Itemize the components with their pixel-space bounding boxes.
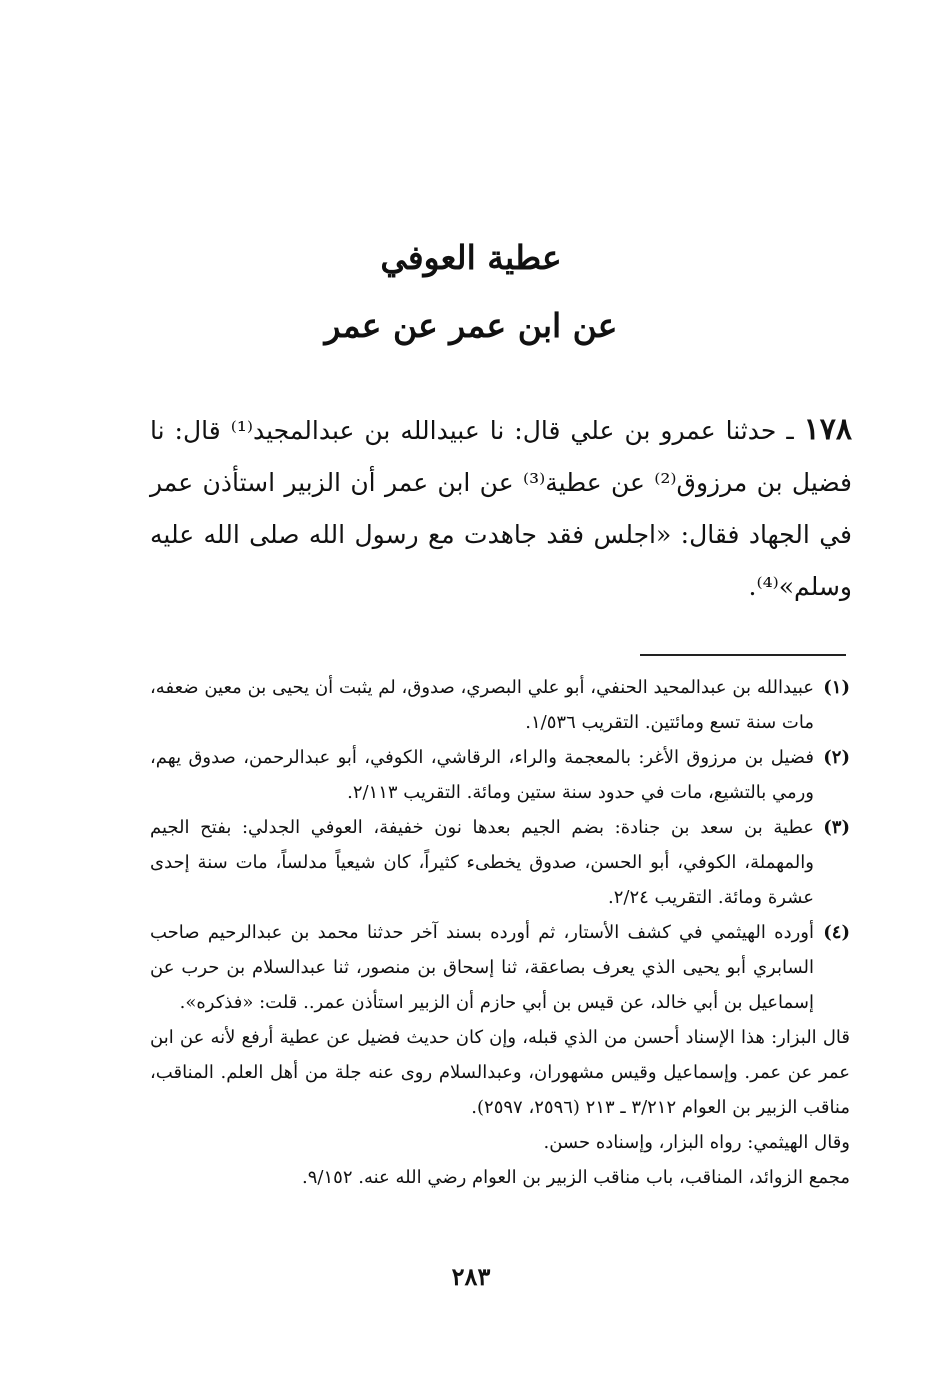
- footnote-1: [150, 670, 850, 740]
- hadith-number: ١٧٨: [803, 412, 852, 447]
- footnote-text: عبيدالله بن عبدالمحيد الحنفي، أبو علي البصري، صدوق، لم يثبت أن يحيى بن معين ضعفه، مات سنة تسع ومائتين. التقريب ١/٥٣٦.: [150, 677, 814, 733]
- footnote-number: (٢): [823, 747, 850, 768]
- footnote-number: (٣): [823, 817, 850, 838]
- footnote-text: فضيل بن مرزوق الأغر: بالمعجمة والراء، الرقاشي، الكوفي، أبو عبدالرحمن، صدوق يهم، ورمي بالتشيع، مات في حدود سنة ستين ومائة. التقريب ٢/١١٣.: [150, 747, 814, 803]
- hadith-paragraph: [150, 404, 852, 613]
- hadith-dash: ـ: [776, 416, 804, 445]
- footnote-2: [150, 740, 850, 810]
- footnote-continuation-majma: مجمع الزوائد، المناقب، باب مناقب الزبير بن العوام رضي الله عنه. ٩/١٥٢.: [302, 1167, 850, 1188]
- footnote-3: [150, 810, 850, 915]
- footnote-4: [150, 915, 850, 1020]
- hadith-text: حدثنا عمرو بن علي قال: نا عبيدالله بن عبدالمجيد⁽¹⁾ قال: نا فضيل بن مرزوق⁽²⁾ عن عطية⁽³⁾ عن ابن عمر أن الزبير استأذن عمر في الجهاد فقال: «اجلس فقد جاهدت مع رسول الله صلى الله عليه وسلم»⁽⁴⁾.: [150, 416, 853, 601]
- chapter-subtitle: عن ابن عمر عن عمر: [324, 306, 618, 345]
- page-number: ٢٨٣: [451, 1262, 491, 1291]
- footnote-number: (٤): [823, 922, 850, 943]
- footnote-text: عطية بن سعد بن جنادة: بضم الجيم بعدها نون خفيفة، العوفي الجدلي: بفتح الجيم والمهملة، الكوفي، أبو الحسن، صدوق يخطىء كثيراً، كان شيعياً مدلساً، مات سنة إحدى عشرة ومائة. التقريب ٢/٢٤.: [150, 817, 814, 908]
- footnotes-section: [150, 670, 850, 1195]
- footnote-continuation-bazzar: قال البزار: هذا الإسناد أحسن من الذي قبله، وإن كان حديث فضيل عن عطية أرفع لأنه عن ابن عمر عن عمر. وإسماعيل وقيس مشهوران، وعبدالسلام روى عنه جلة من أهل العلم. المناقب، مناقب الزبير بن العوام ٣/٢١٢ ـ ٢١٣ (٢٥٩٦، ٢٥٩٧).: [150, 1027, 850, 1118]
- footnote-text: أورده الهيثمي في كشف الأستار، ثم أورده بسند آخر حدثنا محمد بن عبدالرحيم صاحب السابري أبو يحيى الذي يعرف بصاعقة، ثنا إسحاق بن منصور، ثنا عبدالسلام بن حرب عن إسماعيل بن أبي خالد، عن قيس بن أبي حازم أن الزبير استأذن عمر.. قلت: «فذكره».: [150, 922, 814, 1013]
- footnote-separator: [640, 654, 846, 656]
- footnote-number: (١): [823, 677, 850, 698]
- chapter-title: عطية العوفي: [380, 238, 562, 277]
- footnote-continuation-haythami: وقال الهيثمي: رواه البزار، وإسناده حسن.: [543, 1132, 850, 1153]
